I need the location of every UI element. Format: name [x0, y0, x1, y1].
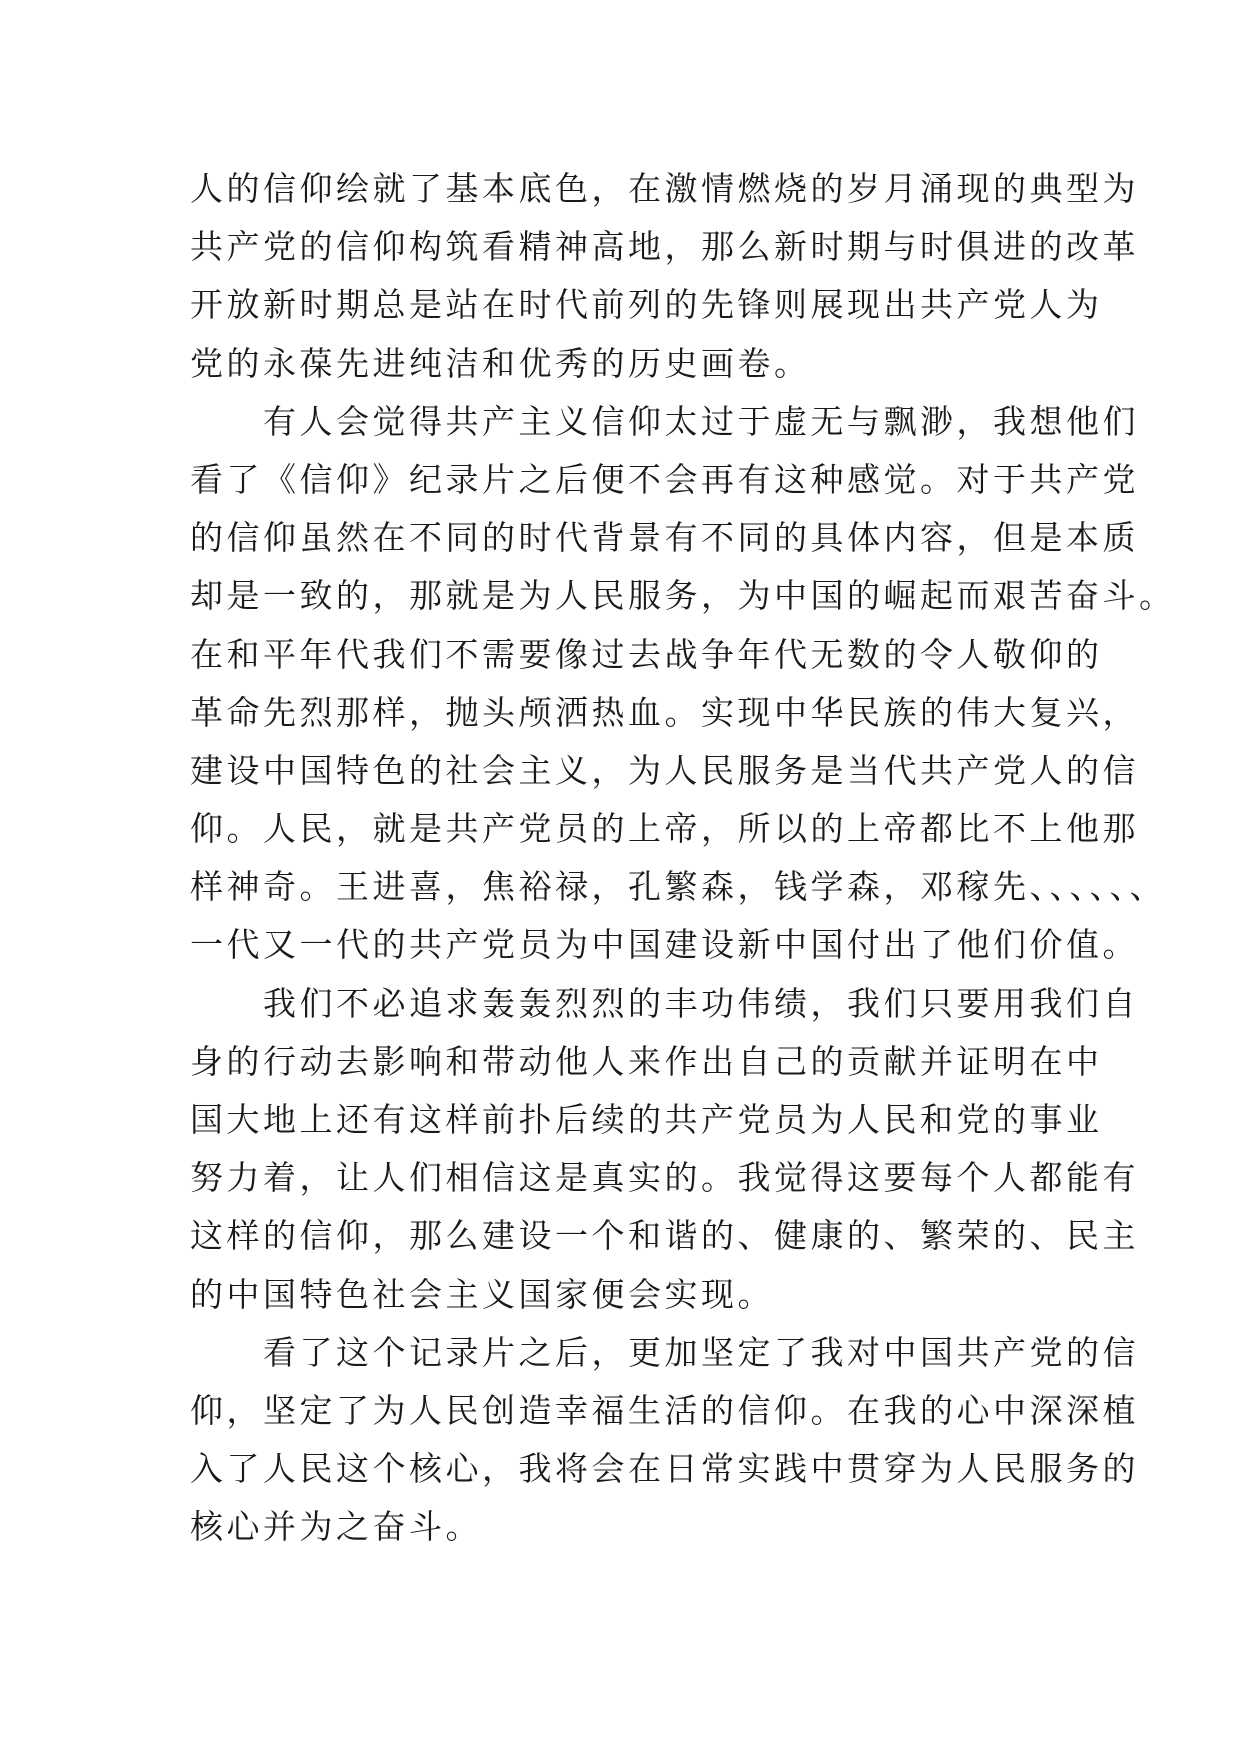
- text-line: 有人会觉得共产主义信仰太过于虚无与飘渺，我想他们: [190, 401, 1139, 441]
- text-line: 仰。人民，就是共产党员的上帝，所以的上帝都比不上他那: [190, 809, 1139, 849]
- text-line: 开放新时期总是站在时代前列的先锋则展现出共产党人为: [190, 285, 1103, 325]
- text-line: 样神奇。王进喜，焦裕禄，孔繁森，钱学森，邓稼先、、、、、、: [190, 867, 1166, 907]
- text-line: 看了这个记录片之后，更加坚定了我对中国共产党的信: [190, 1332, 1139, 1372]
- text-line: 的中国特色社会主义国家便会实现。: [190, 1274, 774, 1314]
- text-line: 看了《信仰》纪录片之后便不会再有这种感觉。对于共产党: [190, 459, 1139, 499]
- text-line: 的信仰虽然在不同的时代背景有不同的具体内容，但是本质: [190, 518, 1139, 558]
- text-line: 却是一致的，那就是为人民服务，为中国的崛起而艰苦奋斗。: [190, 576, 1176, 616]
- document-body: [190, 160, 1176, 1557]
- text-line: 入了人民这个核心，我将会在日常实践中贯穿为人民服务的: [190, 1449, 1139, 1489]
- text-line: 在和平年代我们不需要像过去战争年代无数的令人敬仰的: [190, 634, 1103, 674]
- text-line: 国大地上还有这样前扑后续的共产党员为人民和党的事业: [190, 1100, 1103, 1139]
- text-line: 仰，坚定了为人民创造幸福生活的信仰。在我的心中深深植: [190, 1390, 1139, 1430]
- text-line: 共产党的信仰构筑看精神高地，那么新时期与时俱进的改革: [190, 227, 1139, 267]
- text-line: 一代又一代的共产党员为中国建设新中国付出了他们价值。: [190, 925, 1139, 965]
- text-line: 核心并为之奋斗。: [190, 1507, 482, 1547]
- text-line: 这样的信仰，那么建设一个和谐的、健康的、繁荣的、民主: [190, 1216, 1139, 1256]
- text-line: 人的信仰绘就了基本底色，在激情燃烧的岁月涌现的典型为: [190, 169, 1139, 208]
- text-line: 身的行动去影响和带动他人来作出自己的贡献并证明在中: [190, 1041, 1103, 1081]
- text-line: 我们不必追求轰轰烈烈的丰功伟绩，我们只要用我们自: [190, 983, 1139, 1023]
- text-line: 党的永葆先进纯洁和优秀的历史画卷。: [190, 343, 811, 383]
- text-line: 努力着，让人们相信这是真实的。我觉得这要每个人都能有: [190, 1158, 1139, 1198]
- text-line: 革命先烈那样，抛头颅洒热血。实现中华民族的伟大复兴，: [190, 692, 1139, 732]
- text-line: 建设中国特色的社会主义，为人民服务是当代共产党人的信: [190, 750, 1139, 790]
